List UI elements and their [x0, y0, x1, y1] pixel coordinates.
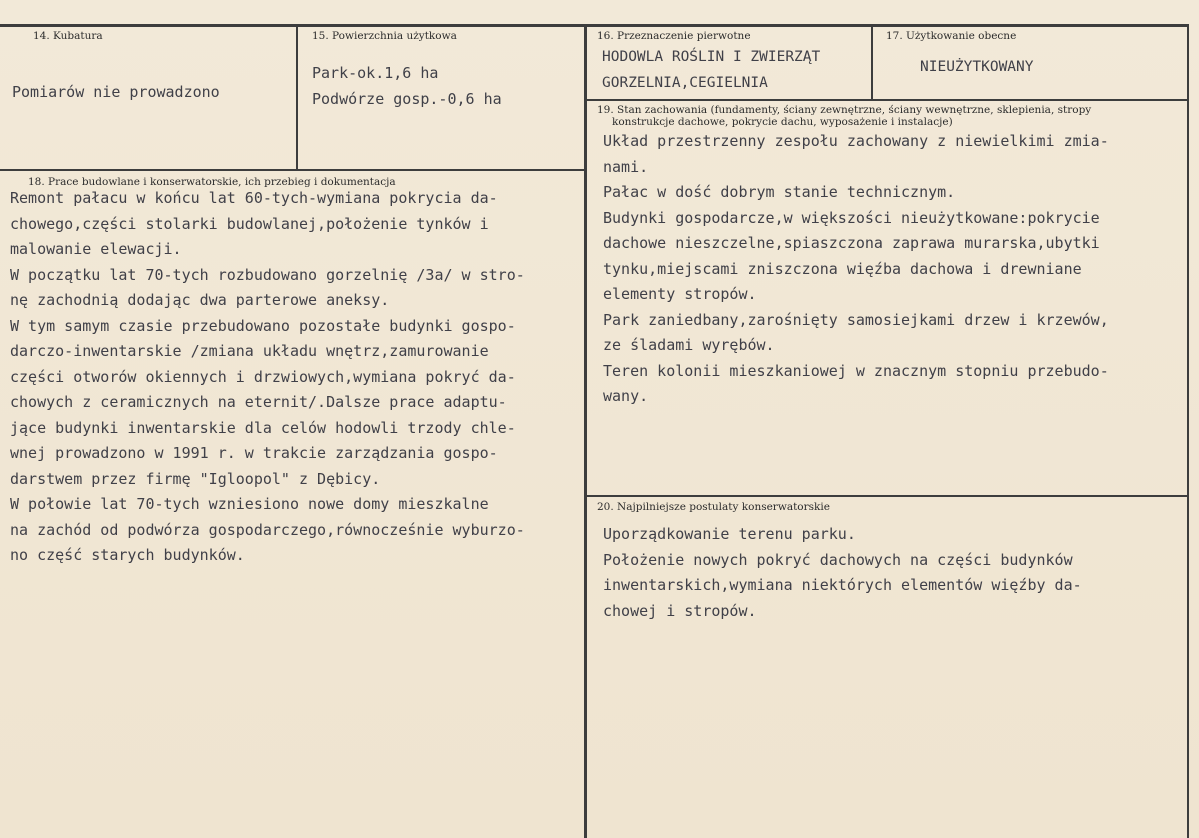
field18-line: W początku lat 70-tych rozbudowano gorzelnię /3a/ w stro- [10, 265, 525, 284]
field20-line: inwentarskich,wymiana niektórych elementów więźby da- [603, 576, 1082, 594]
field19-line: wany. [603, 387, 649, 405]
field19-header-line1: 19. Stan zachowania (fundamenty, ściany zewnętrzne, ściany wewnętrzne, sklepienia, stropy [597, 104, 1092, 116]
field17-header: 17. Użytkowanie obecne [886, 30, 1017, 42]
field18-line: wnej prowadzono w 1991 r. w trakcie zarządzania gospo- [10, 444, 498, 462]
field19-text [603, 129, 1109, 410]
field20-text [603, 522, 1082, 624]
field14-value: Pomiarów nie prowadzono [12, 83, 220, 101]
field19-line: Budynki gospodarcze,w większości nieużytkowane:pokrycie [603, 208, 1100, 227]
field18-line: W tym samym czasie przebudowano pozostałe budynki gospo- [10, 316, 516, 335]
divider-14-15 [296, 26, 298, 170]
field20-line: Uporządkowanie terenu parku. [603, 525, 856, 543]
field18-header: 18. Prace budowlane i konserwatorskie, ich przebieg i dokumentacja [28, 176, 396, 188]
center-divider [584, 26, 587, 838]
field19-line: tynku,miejscami zniszczona więźba dachowa i drewniane [603, 259, 1082, 278]
field18-line: W połowie lat 70-tych wzniesiono nowe domy mieszkalne [10, 495, 489, 513]
field19-header-line2: konstrukcje dachowe, pokrycie dachu, wyposażenie i instalacje) [612, 116, 953, 128]
right-border [1187, 24, 1189, 838]
field18-line: nę zachodnią dodając dwa parterowe aneksy. [10, 291, 390, 309]
field15-value [312, 61, 502, 112]
field19-line: dachowe nieszczelne,spiaszczona zaprawa murarska,ubytki [603, 234, 1100, 252]
field18-line: części otworów okiennych i drzwiowych,wymiana pokryć da- [10, 367, 516, 386]
field19-line: Teren kolonii mieszkaniowej w znacznym stopniu przebudo- [603, 361, 1109, 380]
field19-line: elementy stropów. [603, 285, 757, 303]
field16-line: HODOWLA ROŚLIN I ZWIERZĄT [602, 49, 821, 65]
field20-line: chowej i stropów. [603, 601, 757, 620]
field18-line: no część starych budynków. [10, 546, 245, 564]
field15-header: 15. Powierzchnia użytkowa [312, 30, 457, 42]
field18-line: Remont pałacu w końcu lat 60-tych-wymiana pokrycia da- [10, 189, 498, 207]
field18-line: darstwem przez firmę "Igloopol" z Dębicy. [10, 469, 381, 488]
right-row-divider-top [586, 99, 1188, 101]
field16-value [602, 45, 820, 96]
field20-header: 20. Najpilniejsze postulaty konserwatorskie [597, 501, 830, 513]
field15-line: Podwórze gosp.-0,6 ha [312, 89, 502, 108]
field18-line: jące budynki inwentarskie dla celów hodowli trzody chle- [10, 418, 516, 437]
field16-header: 16. Przeznaczenie pierwotne [597, 30, 751, 42]
field19-line: Park zaniedbany,zarośnięty samosiejkami drzew i krzewów, [603, 310, 1109, 329]
field18-line: na zachód od podwórza gospodarczego,równocześnie wyburzo- [10, 520, 525, 539]
field19-line: Układ przestrzenny zespołu zachowany z niewielkimi zmia- [603, 132, 1109, 150]
top-border [0, 24, 1188, 27]
right-row-divider-bottom [586, 495, 1188, 497]
field19-line: Pałac w dość dobrym stanie technicznym. [603, 183, 956, 201]
left-row-divider [0, 169, 586, 171]
field14-header: 14. Kubatura [33, 30, 103, 42]
field18-text [10, 186, 525, 569]
field19-line: ze śladami wyrębów. [603, 336, 775, 354]
field18-line: malowanie elewacji. [10, 240, 182, 258]
field18-line: chowego,części stolarki budowlanej,położenie tynków i [10, 214, 489, 233]
field18-line: darczo-inwentarskie /zmiana układu wnętrz,zamurowanie [10, 342, 489, 360]
divider-16-17 [871, 26, 873, 100]
field15-line: Park-ok.1,6 ha [312, 64, 439, 82]
field16-line: GORZELNIA,CEGIELNIA [602, 74, 768, 91]
field19-line: nami. [603, 157, 649, 176]
field20-line: Położenie nowych pokryć dachowych na części budynków [603, 550, 1073, 569]
field18-line: chowych z ceramicznych na eternit/.Dalsze prace adaptu- [10, 393, 507, 411]
field17-value: NIEUŻYTKOWANY [920, 59, 1034, 75]
